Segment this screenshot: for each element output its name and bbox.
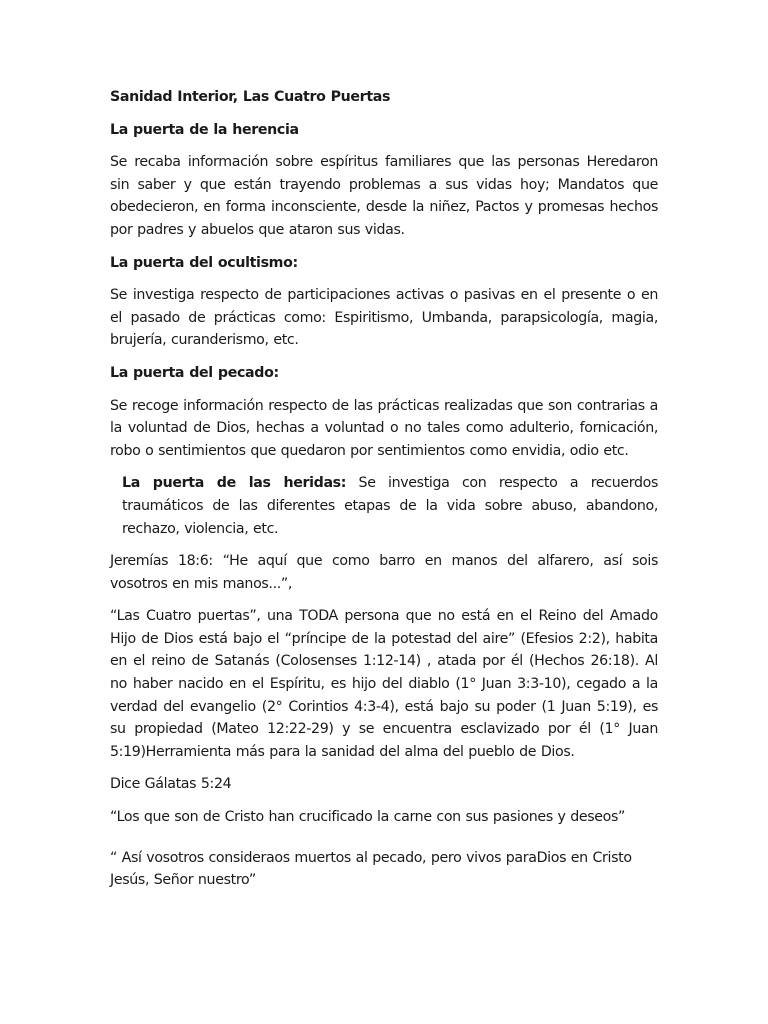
document-page xyxy=(110,86,658,902)
section-body-herencia: Se recaba información sobre espíritus familiares que las personas Heredaron sin saber y que están trayendo problemas a sus vidas hoy; Mandatos que obedecieron, en forma inconsciente, desde la niñez, Pactos y promesas hechos por padres y abuelos que ataron sus vidas. xyxy=(110,154,658,238)
section-body-pecado: Se recoge información respecto de las prácticas realizadas que son contrarias a la voluntad de Dios, hechas a voluntad o no tales como adulterio, fornicación, robo o sentimientos que quedaron por sentimientos como envidia, odio etc. xyxy=(110,397,658,459)
section-heading-pecado: La puerta del pecado: xyxy=(110,364,279,381)
paragraph-galatas-ref: Dice Gálatas 5:24 xyxy=(110,776,232,793)
section-body-heridas: Se investiga con respecto a recuerdos traumáticos de las diferentes etapas de la vida sobre abuso, abandono, rechazo, violencia, etc. xyxy=(122,475,658,537)
section-heading-herencia: La puerta de la herencia xyxy=(110,121,299,138)
section-heridas xyxy=(110,472,658,540)
paragraph-cuatro-puertas: “Las Cuatro puertas”, una TODA persona que no está en el Reino del Amado Hijo de Dios está bajo el “príncipe de la potestad del aire” (Efesios 2:2), habita en el reino de Satanás (Colosenses 1:12-14) , atada por él (Hechos 26:18). Al no haber nacido en el Espíritu, es hijo del diablo (1° Juan 3:3-10), cegado a la verdad del evangelio (2° Corintios 4:3-4), está bajo su poder (1 Juan 5:19), es su propiedad (Mateo 12:22-29) y se encuentra esclavizado por él (1° Juan 5:19)Herramienta más para la sanidad del alma del pueblo de Dios. xyxy=(110,608,658,760)
section-body-ocultismo: Se investiga respecto de participaciones activas o pasivas en el presente o en el pasado de prácticas como: Espiritismo, Umbanda, parapsicología, magia, brujería, curanderismo, etc. xyxy=(110,287,658,349)
quote-final: “ Así vosotros consideraos muertos al pecado, pero vivos paraDios en Cristo Jesús, Señor nuestro” xyxy=(110,849,632,889)
paragraph-jeremias: Jeremías 18:6: “He aquí que como barro en manos del alfarero, así sois vosotros en mis manos...”, xyxy=(110,553,658,592)
document-title: Sanidad Interior, Las Cuatro Puertas xyxy=(110,89,391,105)
quote-galatas: “Los que son de Cristo han crucificado la carne con sus pasiones y deseos” xyxy=(110,809,626,826)
section-heading-heridas: La puerta de las heridas: xyxy=(122,475,347,492)
section-heading-ocultismo: La puerta del ocultismo: xyxy=(110,254,298,271)
